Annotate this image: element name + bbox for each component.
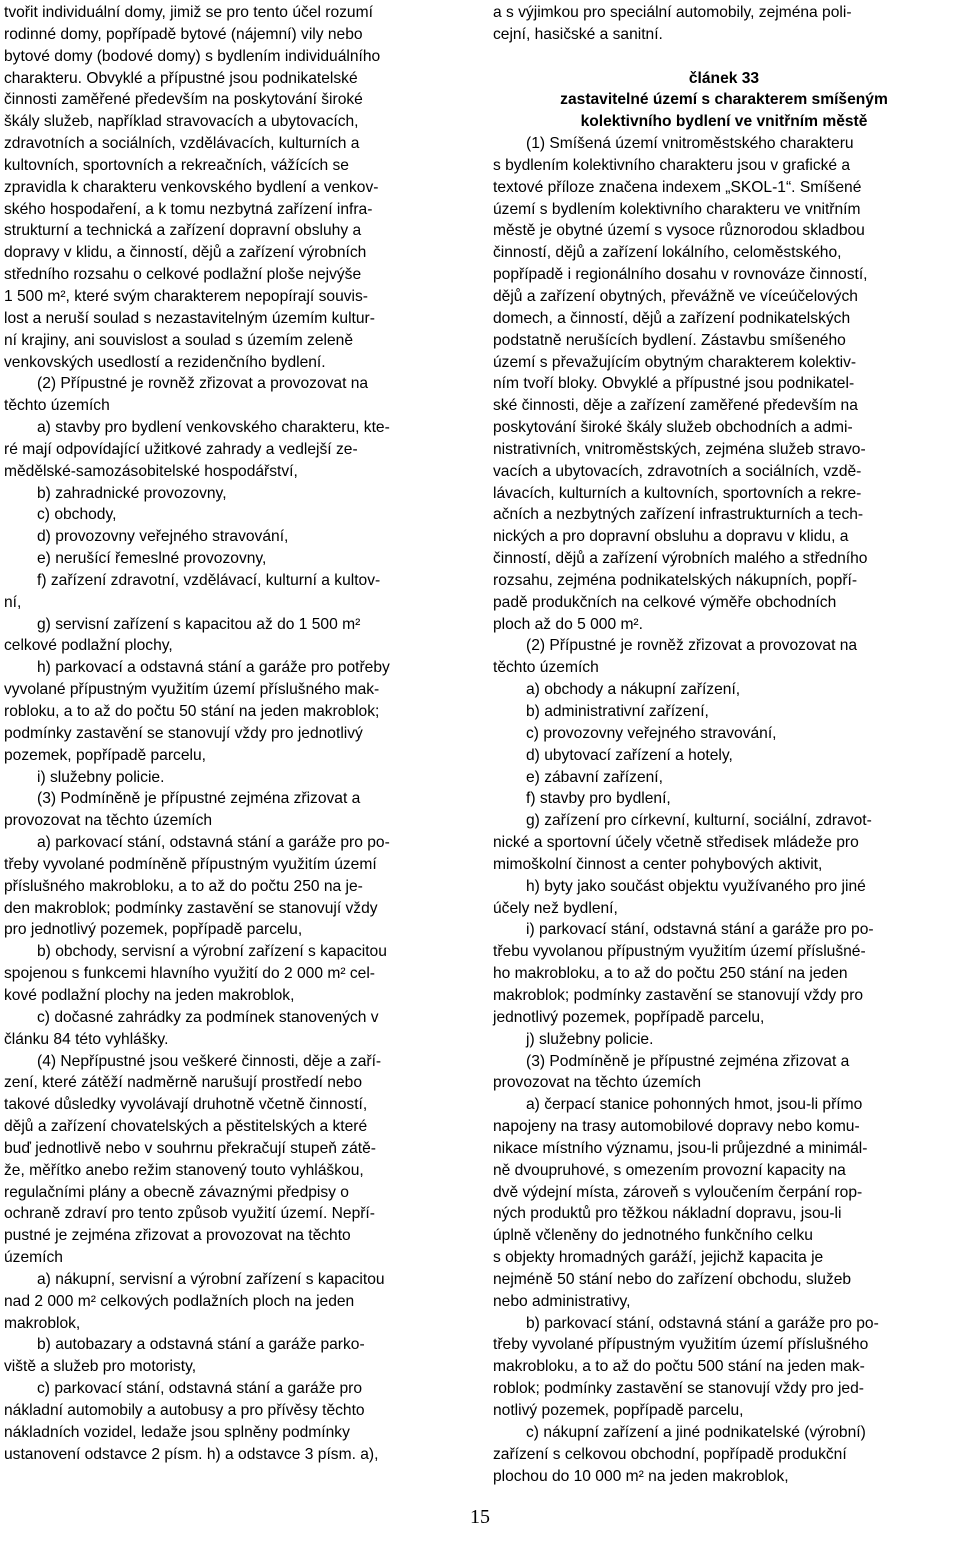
text-line: b) obchody, servisní a výrobní zařízení s kapacitou xyxy=(37,943,387,961)
text-line: že, měřítko anebo režim stanovený touto vyhláškou, xyxy=(4,1161,364,1179)
text-line: těchto územích xyxy=(4,397,110,415)
text-line: c) parkovací stání, odstavná stání a garáže pro xyxy=(37,1380,363,1398)
text-line: zení, které zátěží nadměrně narušují prostředí nebo xyxy=(4,1074,362,1092)
text-line: mimoškolní činnost a center pohybových aktivit, xyxy=(493,855,823,873)
text-line: makrobloku, a to až do počtu 500 stání na jeden mak- xyxy=(493,1358,865,1376)
text-line: a) parkovací stání, odstavná stání a garáže pro po- xyxy=(37,834,390,852)
text-line: j) služebny policie. xyxy=(526,1030,654,1048)
text-line: těchto územích xyxy=(493,659,599,677)
text-line: nikace místního významu, jsou-li průjezdné a minimál- xyxy=(493,1139,868,1157)
text-line: ské činnosti, děje a zařízení zaměřené především na xyxy=(493,397,858,415)
text-line: městě je obytné území s vysoce různorodou skladbou xyxy=(493,222,865,240)
text-line: tvořit individuální domy, jimiž se pro tento účel rozumí xyxy=(4,4,373,21)
text-line: ploch až do 5 000 m². xyxy=(493,615,643,633)
text-line: pro jednotlivý pozemek, popřípadě parcelu, xyxy=(4,921,303,939)
text-line: robloku, a to až do počtu 50 stání na jeden makroblok; xyxy=(4,703,380,720)
text-line: lost a neruší soulad s nezastavitelným územím kultur- xyxy=(4,309,375,327)
text-line: dopravy v klidu, a činností, dějů a zařízení výrobních xyxy=(4,244,367,262)
text-line: ustanovení odstavce 2 písm. h) a odstavce 3 písm. a), xyxy=(4,1445,379,1463)
text-line: poskytování široké škály služeb obchodních a admi- xyxy=(493,419,853,437)
text-line: kové podlažní plochy na jeden makroblok, xyxy=(4,986,295,1004)
text-line: rodinné domy, popřípadě bytové (nájemní) vily nebo xyxy=(4,25,363,43)
text-line: f) zařízení zdravotní, vzdělávací, kulturní a kultov- xyxy=(37,571,381,589)
text-line: f) stavby pro bydlení, xyxy=(526,790,671,808)
text-line: jednotlivý pozemek, popřípadě parcelu, xyxy=(493,1008,765,1026)
text-line: a) čerpací stanice pohonných hmot, jsou-li přímo xyxy=(526,1096,863,1114)
text-line: textové příloze značena indexem „SKOL-1“. Smíšené xyxy=(493,178,862,196)
text-line: území s převažujícím obytným charakterem kolektiv- xyxy=(493,353,857,371)
text-line: e) zábavní zařízení, xyxy=(526,768,663,786)
text-line: s bydlením kolektivního charakteru jsou v grafické a xyxy=(493,156,851,174)
text-line: popřípadě i regionálního dosahu v rovnováze činností, xyxy=(493,266,868,284)
text-line: ré mají odpovídající užitkové zahrady a vedlejší ze- xyxy=(4,440,358,458)
text-line: g) servisní zařízení s kapacitou až do 1 500 m² xyxy=(37,615,361,633)
text-line: a) stavby pro bydlení venkovského charakteru, kte- xyxy=(37,419,390,437)
text-line: dějů a zařízení obytných, převážně ve víceúčelových xyxy=(493,287,858,305)
text-line: ského hospodaření, a k tomu nezbytná zařízení infra- xyxy=(4,200,373,218)
left-column xyxy=(4,2,464,1466)
text-line: bytové domy (bodové domy) s bydlením individuálního xyxy=(4,47,381,65)
text-line: úplně včleněny do jednotného funkčního celku xyxy=(493,1227,813,1245)
text-line: viště a služeb pro motoristy, xyxy=(4,1358,197,1376)
text-line: kultovních, sportovních a rekreačních, vážících se xyxy=(4,156,349,174)
text-line: lávacích, kulturních a kultovních, sportovních a rekre- xyxy=(493,484,862,502)
text-line: ně dvoupruhové, s omezením provozní kapacity na xyxy=(493,1161,846,1179)
text-line: nebo administrativy, xyxy=(493,1292,631,1310)
text-line xyxy=(493,46,955,68)
text-line: dějů a zařízení chovatelských a pěstitelských a které xyxy=(4,1118,368,1136)
text-line: ných produktů pro těžkou nákladní dopravu, jsou-li xyxy=(493,1205,842,1223)
text-line: vyvolané přípustným využitím území příslušného mak- xyxy=(4,681,380,699)
text-line: (1) Smíšená území vnitroměstského charakteru xyxy=(526,135,854,153)
text-line: nických a pro dopravní obsluhu a dopravu v klidu, a xyxy=(493,528,849,546)
text-line: g) zařízení pro církevní, kulturní, sociální, zdravot- xyxy=(526,812,872,830)
text-line: b) zahradnické provozovny, xyxy=(37,484,227,502)
text-line: cejní, hasičské a sanitní. xyxy=(493,25,663,43)
text-line: (3) Podmíněně je přípustné zejména zřizovat a xyxy=(37,790,361,808)
text-line: provozovat na těchto územích xyxy=(4,812,213,830)
article-heading-line: článek 33 xyxy=(688,69,760,87)
text-line: makroblok, xyxy=(4,1314,81,1332)
text-line: třeby vyvolané podmíněně přípustným využitím území xyxy=(4,855,377,873)
text-line: a s výjimkou pro speciální automobily, zejména poli- xyxy=(493,4,852,21)
text-line: 1 500 m², které svým charakterem nepopírají souvis- xyxy=(4,287,368,305)
text-line: činností, dějů a zařízení lokálního, celoměstského, xyxy=(493,244,842,262)
text-line: třebu vyvolanou přípustným využitím území příslušné- xyxy=(493,943,866,961)
text-line: ní krajiny, ani souvislost a soulad s územím zeleně xyxy=(4,331,354,349)
text-line: h) byty jako součást objektu využívaného pro jiné xyxy=(526,877,866,895)
text-line: škály služeb, například stravovacích a ubytovacích, xyxy=(4,113,359,131)
text-line: makroblok; podmínky zastavění se stanovují vždy pro xyxy=(493,986,864,1004)
text-line: účely než bydlení, xyxy=(493,899,618,917)
text-line: c) provozovny veřejného stravování, xyxy=(526,724,777,742)
text-line: území s bydlením kolektivního charakteru ve vnitřním xyxy=(493,200,861,218)
text-line: pozemek, popřípadě parcelu, xyxy=(4,746,206,764)
text-line: podmínky zastavění se stanovují vždy pro jednotlivý xyxy=(4,724,363,742)
text-line: takové důsledky vyvolávají druhotně včetně činností, xyxy=(4,1096,368,1114)
text-line: zařízení s celkovou obchodní, popřípadě produkční xyxy=(493,1445,847,1463)
text-line: příslušného makrobloku, a to až do počtu 250 na je- xyxy=(4,877,363,895)
text-line: nákladních vozidel, ledaže jsou splněny podmínky xyxy=(4,1423,350,1441)
text-line: středního rozsahu o celkové podlažní ploše nejvýše xyxy=(4,266,362,284)
text-line: e) nerušící řemeslné provozovny, xyxy=(37,550,267,568)
text-line: pustné je zejména zřizovat a provozovat na těchto xyxy=(4,1227,351,1245)
text-line: padě produkčních na celkové výměře obchodních xyxy=(493,593,837,611)
text-line: venkovských usedlostí a rezidenčního bydlení. xyxy=(4,353,326,371)
text-line: provozovat na těchto územích xyxy=(493,1074,702,1092)
text-line: notlivý pozemek, popřípadě parcelu, xyxy=(493,1402,744,1419)
text-line: a) obchody a nákupní zařízení, xyxy=(526,681,741,699)
text-line: c) nákupní zařízení a jiné podnikatelské (výrobní) xyxy=(526,1423,866,1441)
text-line: územích xyxy=(4,1249,63,1267)
text-line: s objekty hromadných garáží, jejichž kapacita je xyxy=(493,1249,824,1267)
text-line: c) dočasné zahrádky za podmínek stanovených v xyxy=(37,1008,379,1026)
text-line: i) služebny policie. xyxy=(37,768,165,786)
article-heading-line: kolektivního bydlení ve vnitřním městě xyxy=(580,113,868,131)
text-line: napojeny na trasy automobilové dopravy nebo komu- xyxy=(493,1118,860,1136)
text-line: charakteru. Obvyklé a přípustné jsou podnikatelské xyxy=(4,69,358,87)
text-line: ačních a nezbytných zařízení infrastrukturních a tech- xyxy=(493,506,864,524)
text-line: roblok; podmínky zastavění se stanovují vždy pro jed- xyxy=(493,1380,864,1398)
text-line: činností, dějů a zařízení výrobních malého a středního xyxy=(493,550,868,568)
text-line: dvě výdejní místa, zároveň s vyloučením čerpání rop- xyxy=(493,1183,863,1201)
text-line: (2) Přípustné je rovněž zřizovat a provozovat na xyxy=(37,375,369,393)
text-line: ním tvoří bloky. Obvyklé a přípustné jsou podnikatel- xyxy=(493,375,855,393)
article-heading-line: zastavitelné území s charakterem smíšeným xyxy=(560,91,888,109)
text-line: regulačními plány a obecně závaznými předpisy o xyxy=(4,1183,349,1201)
text-line: h) parkovací a odstavná stání a garáže pro potřeby xyxy=(37,659,390,677)
text-line: nické a sportovní účely včetně středisek mládeže pro xyxy=(493,834,859,852)
text-line: buď jednotlivě nebo v souhrnu překračují stupeň zátě- xyxy=(4,1139,376,1157)
text-line: (3) Podmíněně je přípustné zejména zřizovat a xyxy=(526,1052,850,1070)
text-line: ho makrobloku, a to až do počtu 250 stání na jeden xyxy=(493,965,848,983)
text-line: ní, xyxy=(4,593,22,611)
text-line: nákladní automobily a autobusy a pro přívěsy těchto xyxy=(4,1402,365,1419)
text-line: (4) Nepřípustné jsou veškeré činnosti, děje a zaří- xyxy=(37,1052,382,1070)
text-line: podstatně nerušících bydlení. Zástavbu smíšeného xyxy=(493,331,846,349)
text-line: celkové podlažní plochy, xyxy=(4,637,173,655)
text-line: mědělské-samozásobitelské hospodářství, xyxy=(4,462,298,480)
text-line: plochou do 10 000 m² na jeden makroblok, xyxy=(493,1467,789,1485)
text-line: b) administrativní zařízení, xyxy=(526,703,709,720)
text-line: ochraně zdraví pro tento způsob využití území. Nepří- xyxy=(4,1205,375,1223)
text-line: domech, a činností, dějů a zařízení podnikatelských xyxy=(493,309,851,327)
text-line: i) parkovací stání, odstavná stání a garáže pro po- xyxy=(526,921,874,939)
text-line: (2) Přípustné je rovněž zřizovat a provozovat na xyxy=(526,637,858,655)
text-line: c) obchody, xyxy=(37,506,117,524)
text-line: zpravidla k charakteru venkovského bydlení a venkov- xyxy=(4,178,379,196)
text-line: b) parkovací stání, odstavná stání a garáže pro po- xyxy=(526,1314,879,1332)
text-line: strukturní a technická a zařízení dopravní obsluhy a xyxy=(4,222,362,240)
text-line: d) provozovny veřejného stravování, xyxy=(37,528,289,546)
page-number: 15 xyxy=(470,1506,490,1528)
text-line: třeby vyvolané přípustným využitím území příslušného xyxy=(493,1336,869,1354)
text-line: spojenou s funkcemi hlavního využití do 2 000 m² cel- xyxy=(4,965,375,983)
text-line: zdravotních a sociálních, vzdělávacích, kulturních a xyxy=(4,135,360,153)
text-line: d) ubytovací zařízení a hotely, xyxy=(526,746,733,764)
text-line: rozsahu, zejména podnikatelských nákupních, popří- xyxy=(493,571,858,589)
text-line: a) nákupní, servisní a výrobní zařízení s kapacitou xyxy=(37,1270,385,1288)
text-line: činnosti zaměřené především na poskytování široké xyxy=(4,91,363,109)
text-line: nistrativních, vnitroměstských, zejména služeb stravo- xyxy=(493,440,866,458)
text-line: nad 2 000 m² celkových podlažních ploch na jeden xyxy=(4,1292,355,1310)
text-line: nejméně 50 stání nebo do zařízení obchodu, služeb xyxy=(493,1270,852,1288)
text-line: vacích a ubytovacích, zdravotních a sociálních, vzdě- xyxy=(493,462,862,480)
text-line: článku 84 této vyhlášky. xyxy=(4,1030,169,1048)
right-column xyxy=(493,2,955,1487)
text-line: den makroblok; podmínky zastavění se stanovují vždy xyxy=(4,899,378,917)
text-line: b) autobazary a odstavná stání a garáže parko- xyxy=(37,1336,365,1354)
